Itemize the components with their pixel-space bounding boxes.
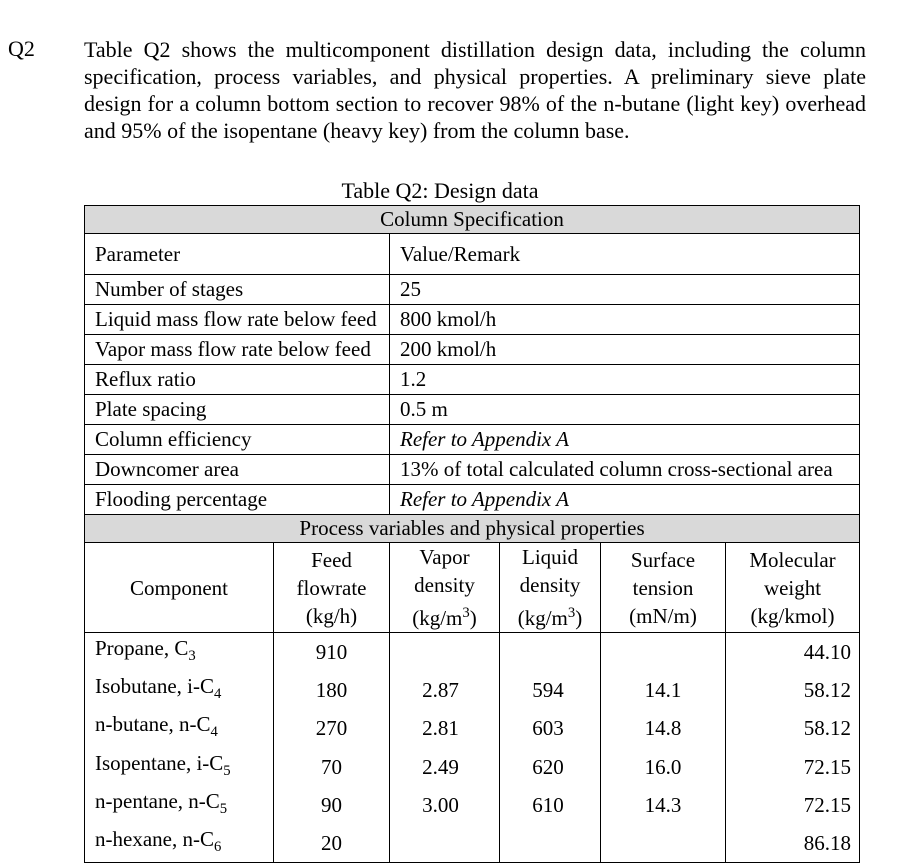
- table-row: [85, 709, 860, 747]
- feed-cell: 910: [274, 633, 390, 672]
- liquid-cell: [500, 824, 601, 863]
- feed-cell: 90: [274, 786, 390, 824]
- component-name: Propane, $C_3$: [85, 633, 274, 672]
- vapor-cell: 3.00: [390, 786, 500, 824]
- vapor-cell: 2.49: [390, 748, 500, 786]
- value-cell: Refer to Appendix A: [390, 425, 860, 455]
- param-cell: Flooding percentage: [85, 485, 390, 515]
- surface-cell: [601, 824, 726, 863]
- vapor-cell: 2.81: [390, 709, 500, 747]
- vapor-cell: [390, 633, 500, 672]
- table-row: [85, 305, 860, 335]
- value-cell: 1.2: [390, 365, 860, 395]
- feed-cell: 20: [274, 824, 390, 863]
- value-cell: 200 kmol/h: [390, 335, 860, 365]
- table-row: [85, 425, 860, 455]
- value-cell: Refer to Appendix A: [390, 485, 860, 515]
- value-cell: 13% of total calculated column cross-sectional area: [390, 455, 860, 485]
- question-text: Table Q2 shows the multicomponent distillation design data, including the column specification, process variables, and physical properties. A preliminary sieve plate design for a column bottom section to recover 98% of the n-butane (light key) overhead and 95% of the isopentane (heavy key) from the column base.: [84, 37, 866, 143]
- table-row: [85, 365, 860, 395]
- table-row: [85, 786, 860, 824]
- table-row: [85, 671, 860, 709]
- mw-cell: 44.10: [726, 633, 860, 672]
- table-row: [85, 335, 860, 365]
- table-caption: Table Q2: Design data: [341, 178, 539, 203]
- component-name: n-hexane, $n-C_6$: [85, 824, 274, 863]
- value-cell: 0.5 m: [390, 395, 860, 425]
- mw-cell: 72.15: [726, 786, 860, 824]
- column-spec-title: Column Specification: [85, 206, 860, 234]
- param-cell: Column efficiency: [85, 425, 390, 455]
- feed-cell: 270: [274, 709, 390, 747]
- component-header: Component: [85, 543, 274, 633]
- design-data-table: [84, 205, 860, 863]
- component-name: Isopentane, $i-C_5$: [85, 748, 274, 786]
- param-cell: Liquid mass flow rate below feed: [85, 305, 390, 335]
- param-cell: Downcomer area: [85, 455, 390, 485]
- mw-cell: 58.12: [726, 671, 860, 709]
- liquid-cell: 610: [500, 786, 601, 824]
- param-cell: Vapor mass flow rate below feed: [85, 335, 390, 365]
- surface-cell: [601, 633, 726, 672]
- table-row: [85, 748, 860, 786]
- surface-cell: 14.3: [601, 786, 726, 824]
- surface-cell: 16.0: [601, 748, 726, 786]
- param-cell: Reflux ratio: [85, 365, 390, 395]
- mw-cell: 58.12: [726, 709, 860, 747]
- table-row: [85, 275, 860, 305]
- component-name: n-butane, $n-C_4$: [85, 709, 274, 747]
- liquid-cell: 603: [500, 709, 601, 747]
- component-name: n-pentane, $n-C_5$: [85, 786, 274, 824]
- surface-cell: 14.1: [601, 671, 726, 709]
- vapor-cell: 2.87: [390, 671, 500, 709]
- question-number: Q2: [8, 36, 35, 61]
- feed-header: Feed flowrate (kg/h): [274, 543, 390, 633]
- param-cell: Number of stages: [85, 275, 390, 305]
- value-header: Value/Remark: [390, 234, 860, 275]
- mw-cell: 86.18: [726, 824, 860, 863]
- table-row: [85, 395, 860, 425]
- value-cell: 800 kmol/h: [390, 305, 860, 335]
- table-row: [85, 485, 860, 515]
- process-title: Process variables and physical properties: [85, 515, 860, 543]
- vapor-cell: [390, 824, 500, 863]
- feed-cell: 70: [274, 748, 390, 786]
- parameter-header: Parameter: [85, 234, 390, 275]
- value-cell: 25: [390, 275, 860, 305]
- param-cell: Plate spacing: [85, 395, 390, 425]
- table-row: [85, 633, 860, 672]
- mw-cell: 72.15: [726, 748, 860, 786]
- liquid-density-header: Liquid density $(kg/m^3)$: [500, 543, 601, 633]
- liquid-cell: [500, 633, 601, 672]
- table-row: [85, 455, 860, 485]
- liquid-cell: 594: [500, 671, 601, 709]
- liquid-cell: 620: [500, 748, 601, 786]
- table-row: [85, 824, 860, 863]
- molecular-weight-header: Molecular weight (kg/kmol): [726, 543, 860, 633]
- component-name: Isobutane, $i-C_4$: [85, 671, 274, 709]
- surface-tension-header: Surface tension (mN/m): [601, 543, 726, 633]
- feed-cell: 180: [274, 671, 390, 709]
- surface-cell: 14.8: [601, 709, 726, 747]
- vapor-density-header: Vapor density $(kg/m^3)$: [390, 543, 500, 633]
